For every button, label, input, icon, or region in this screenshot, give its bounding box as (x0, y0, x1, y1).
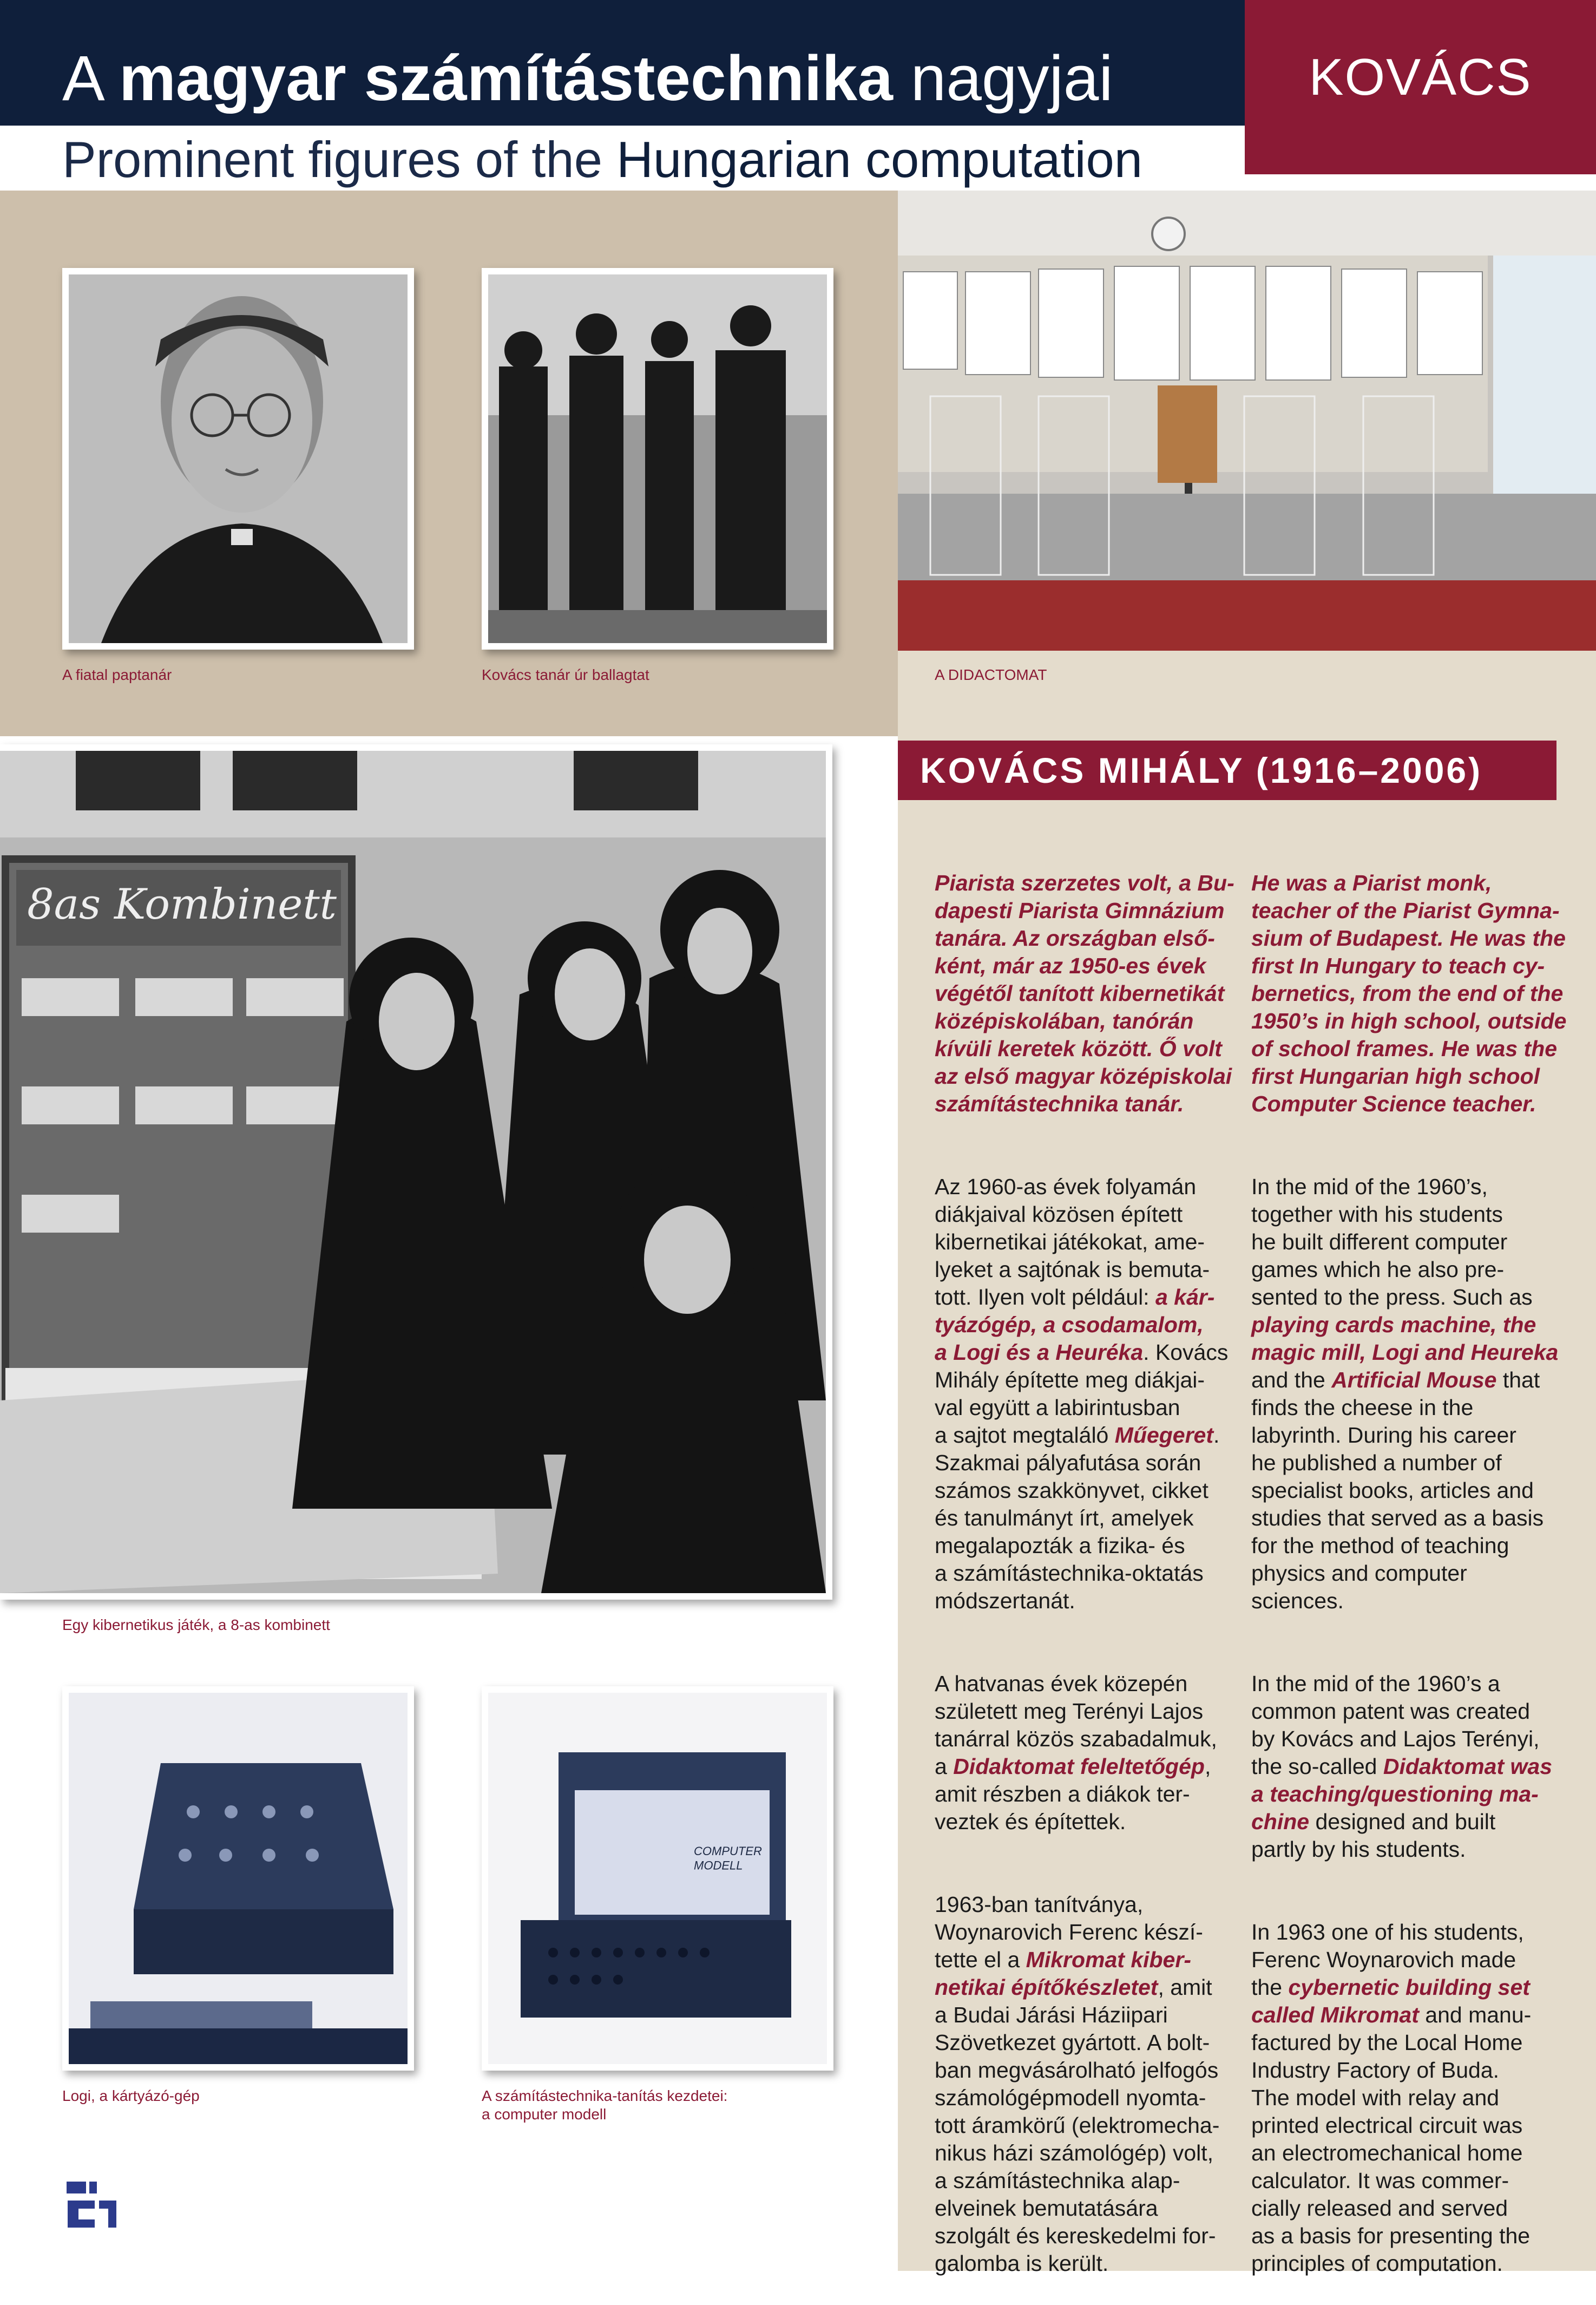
en-paragraph-1: In the mid of the 1960’s, together with his students he built different computer games which he also pre- sented to the press. Such as playing cards machine, the magic mill, Logi and Heureka and the Artificial Mouse that finds the cheese in the labyrinth. During his career he published a number of specialist books, articles and studies that served as a basis for the method of teaching physics and computer sciences. (1251, 1174, 1559, 1613)
section-title: KOVÁCS MIHÁLY (1916–2006) (920, 750, 1483, 790)
kombinett-photo (0, 744, 832, 1600)
hu-paragraph-2: A hatvanas évek közepén született meg Terényi Lajos tanárral közös szabadalmuk, a Didaktomat feleltetőgép, amit részben a diákok ter- veztek és építettek. (935, 1671, 1217, 1834)
portrait-photo (62, 268, 414, 650)
logi-photo (62, 1686, 414, 2071)
kombinett-caption: Egy kibernetikus játék, a 8-as kombinett (62, 1616, 330, 1633)
computer-model-caption: A számítástechnika-tanítás kezdetei: a computer modell (482, 2087, 728, 2123)
hungarian-text-column (935, 842, 1238, 2305)
english-text-column (1251, 842, 1576, 2305)
en-lead-paragraph: He was a Piarist monk, teacher of the Piarist Gymna- sium of Budapest. He was the first In Hungary to teach cy- bernetics, from the end of the 1950’s in high school, outside of school frames. He was the first Hungarian high school Computer Science teacher. (1251, 870, 1567, 1116)
exhibit-caption: A DIDACTOMAT (935, 666, 1047, 683)
name-tab: KOVÁCS (1309, 48, 1532, 106)
exhibit-photo (898, 191, 1596, 651)
en-paragraph-2: In the mid of the 1960’s a common patent was created by Kovács and Lajos Terényi, the so-called Didaktomat was a teaching/questioning ma- chine designed and built partly by his students. (1251, 1671, 1553, 1862)
page-subtitle: Prominent figures of the Hungarian computation (62, 131, 1143, 188)
mjszt-logo (62, 2176, 122, 2236)
walking-caption: Kovács tanár úr ballagtat (482, 666, 649, 683)
computer-model-label: COMPUTER MODELL (694, 1844, 762, 1872)
hu-paragraph-1: Az 1960-as évek folyamán diákjaival közösen épített kibernetikai játékokat, ame- lyeket a sajtónak is bemuta- tott. Ilyen volt például: a kár- tyázógép, a csodamalom, a Logi és a Heuréka. Kovács Mihály építette meg diákjai- val együtt a labirintusban a sajtot megtaláló Műegeret. Szakmai pályafutása során számos szakkönyvet, cikket és tanulmányt írt, amelyek megalapozták a fizika- és a számítástechnika-oktatás módszertanát. (935, 1174, 1229, 1613)
en-paragraph-3: In 1963 one of his students, Ferenc Woynarovich made the cybernetic building set called Mikromat and manu- factured by the Local Home Industry Factory of Buda. The model with relay and printed electrical circuit was an electromechanical home calculator. It was commer- cially released and served as a basis for presenting the principles of computation. (1251, 1920, 1532, 2276)
page-title: A magyar számítástechnika nagyjai (62, 43, 1113, 114)
portrait-caption: A fiatal paptanár (62, 666, 172, 683)
computer-model-photo (482, 1686, 833, 2071)
hu-paragraph-3: 1963-ban tanítványa, Woynarovich Ferenc készí- tette el a Mikromat kiber- netikai építőkészletet, amit a Budai Járási Háziipari Szövetkezet gyártott. A bolt- ban megvásárolható jelfogós számológépmodell nyomta- tott áramkörű (elektromecha- nikus házi számológép) volt, a számítástechnika alap- elveinek bemutatására szolgált és kereskedelmi for- galomba is került. (935, 1892, 1220, 2276)
board-title-text: 8as Kombinett (27, 880, 337, 929)
walking-photo (482, 268, 833, 650)
hu-lead-paragraph: Piarista szerzetes volt, a Bu- dapesti Piarista Gimnázium tanára. Az országban első- ként, már az 1950-es évek végétől tanított kibernetikát középiskolában, tanórán kívüli keretek között. Ő volt az első magyar középiskolai számítástechnika tanár. (935, 870, 1234, 1116)
logi-caption: Logi, a kártyázó-gép (62, 2087, 200, 2104)
